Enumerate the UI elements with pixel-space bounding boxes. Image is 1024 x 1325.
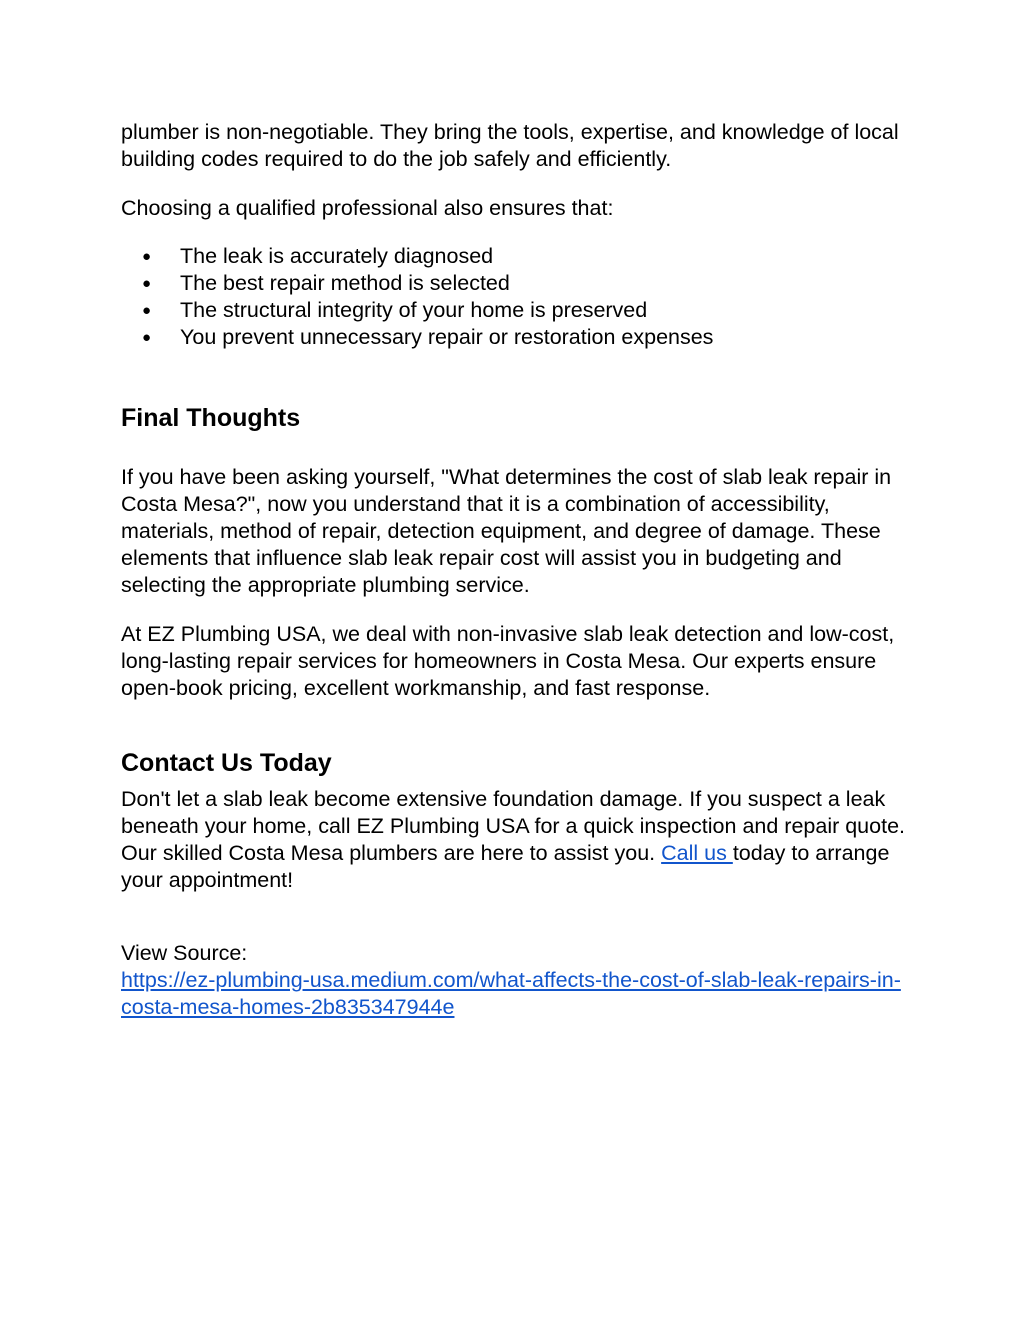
intro-paragraph: plumber is non-negotiable. They bring the tools, expertise, and knowledge of local building codes required to do the job safely and efficiently. bbox=[121, 120, 899, 171]
bullet-icon: ● bbox=[142, 248, 152, 265]
source-url-link[interactable]: https://ez-plumbing-usa.medium.com/what-affects-the-cost-of-slab-leak-repairs-in-costa-mesa-homes-2b835347944e bbox=[121, 968, 901, 1019]
list-item-text: You prevent unnecessary repair or restoration expenses bbox=[180, 325, 714, 349]
choosing-paragraph: Choosing a qualified professional also ensures that: bbox=[121, 196, 614, 220]
bullet-icon: ● bbox=[142, 329, 152, 346]
final-thoughts-paragraph-1: If you have been asking yourself, "What determines the cost of slab leak repair in Costa Mesa?", now you understand that it is a combination of accessibility, materials, method of repair, detection equipment, and degree of damage. These elements that influence slab leak repair cost will assist you in budgeting and selecting the appropriate plumbing service. bbox=[121, 465, 892, 597]
list-item bbox=[121, 324, 911, 351]
bullet-icon: ● bbox=[142, 302, 152, 319]
final-thoughts-heading: Final Thoughts bbox=[121, 404, 301, 432]
list-item bbox=[121, 297, 911, 324]
contact-heading: Contact Us Today bbox=[121, 749, 332, 777]
list-item-text: The structural integrity of your home is preserved bbox=[180, 298, 648, 322]
contact-paragraph bbox=[121, 786, 911, 894]
source-url-paragraph bbox=[121, 967, 911, 1021]
final-thoughts-paragraph-2: At EZ Plumbing USA, we deal with non-invasive slab leak detection and low-cost, long-lasting repair services for homeowners in Costa Mesa. Our experts ensure open-book pricing, excellent workmanship, and fast response. bbox=[121, 622, 895, 700]
contact-text: Don't let a slab leak become extensive foundation damage. If you suspect a leak beneath your home, call EZ Plumbing USA for a quick inspection and repair quote. Our skilled Costa Mesa plumbers are here to assist you. bbox=[121, 787, 906, 865]
list-item bbox=[121, 270, 911, 297]
contact-text-end: today to arrange your appointment! bbox=[121, 841, 890, 892]
document-page bbox=[121, 119, 911, 1021]
view-source-label: View Source: bbox=[121, 941, 248, 965]
list-item bbox=[121, 243, 911, 270]
benefits-list bbox=[121, 243, 911, 351]
list-item-text: The best repair method is selected bbox=[180, 271, 510, 295]
call-us-link[interactable]: Call us bbox=[661, 841, 733, 865]
list-item-text: The leak is accurately diagnosed bbox=[180, 244, 494, 268]
bullet-icon: ● bbox=[142, 275, 152, 292]
